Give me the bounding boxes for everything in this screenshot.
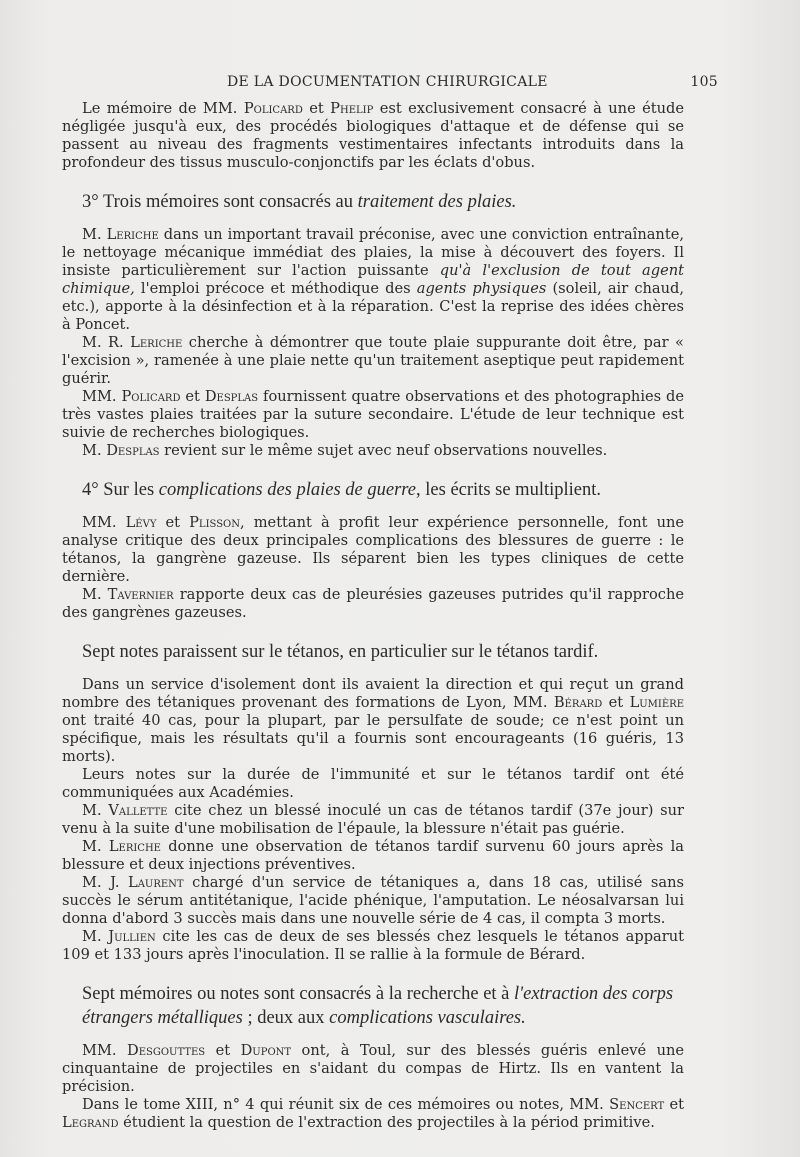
section-heading-complications: 4° Sur les complications des plaies de guerre, les écrits se multiplient. (82, 480, 601, 500)
paragraph-policard-desplas: MM. Policard et Desplas fournissent quatre observations et des photographies de très vastes plaies traitées par la suture secondaire. L'étude de leur technique est suivie de recherches biologiques. (62, 388, 685, 441)
author-name: Plisson (189, 514, 240, 531)
section-heading-corps-etrangers: Sept mémoires ou notes sont consacrés à la recherche et à l'extraction des corps étrangers métalliques ; deux aux complications vasculaires. (82, 984, 674, 1028)
author-name: Lumière (629, 694, 684, 711)
paragraph-vallette: M. Vallette cite chez un blessé inoculé un cas de tétanos tardif (37e jour) sur venu à la suite d'une mobilisation de l'épaule, la blessure n'était pas guérie. (62, 802, 684, 837)
author-name: Jullien (108, 928, 156, 945)
running-header (62, 74, 718, 94)
author-name: Policard (121, 388, 181, 405)
author-name: Desplas (106, 442, 160, 459)
author-name: Laurent (128, 874, 184, 891)
paragraph-leriche: M. Leriche dans un important travail préconise, avec une conviction entraînante, le nettoyage mécanique immédiat des plaies, la mise à découvert des foyers. Il insiste particulièrement sur l'action puissante qu'à l'exclusion de tout agent chimique, l'emploi précoce et méthodique des agents physiques (soleil, air chaud, etc.), apporte à la désinfection et à la réparation. C'est la reprise des idées chères à Poncet. (62, 226, 684, 333)
author-name: Leriche (106, 226, 159, 243)
author-name: Lévy (125, 514, 157, 531)
paragraph-r-leriche: M. R. Leriche cherche à démontrer que toute plaie suppurante doit être, par « l'excision », ramenée à une plaie nette qu'un traitement aseptique peut rapidement guérir. (62, 334, 684, 387)
running-title: DE LA DOCUMENTATION CHIRURGICALE (227, 74, 548, 90)
paragraph-desgouttes-dupont: MM. Desgouttes et Dupont ont, à Toul, sur des blessés guéris enlevé une cinquantaine de projectiles en s'aidant du compas de Hirtz. Ils en vantent la précision. (62, 1042, 684, 1095)
paragraph-leriche-tetanos: M. Leriche donne une observation de tétanos tardif survenu 60 jours après la blessure et deux injections préventives. (62, 838, 684, 873)
section-heading-tetanos: Sept notes paraissent sur le tétanos, en particulier sur le tétanos tardif. (82, 642, 599, 662)
author-name: Dupont (240, 1042, 292, 1059)
paragraph-desplas: M. Desplas revient sur le même sujet avec neuf observations nouvelles. (82, 442, 608, 459)
page-body (62, 100, 684, 1132)
author-name: Desgouttes (127, 1042, 206, 1059)
author-name: Legrand (62, 1114, 119, 1131)
author-name: Sencert (609, 1096, 665, 1113)
paragraph-levy-plisson: MM. Lévy et Plisson, mettant à profit leur expérience personnelle, font une analyse critique des deux principales complications des blessures de guerre : le tétanos, la gangrène gazeuse. Ils séparent bien les types cliniques de cette dernière. (62, 514, 685, 585)
author-name: Desplas (204, 388, 259, 405)
section-heading-traitement: 3° Trois mémoires sont consacrés au traitement des plaies. (82, 192, 517, 212)
paragraph-laurent: M. J. Laurent chargé d'un service de tétaniques a, dans 18 cas, utilisé sans succès le sérum antitétanique, l'acide phénique, l'amputation. Le néosalvarsan lui donna d'abord 3 succès mais dans une nouvelle série de 4 cas, il compta 3 morts. (62, 874, 684, 927)
paragraph-jullien: M. Jullien cite les cas de deux de ses blessés chez lesquels le tétanos apparut 109 et 133 jours après l'inoculation. Il se rallie à la formule de Bérard. (62, 928, 684, 963)
author-name: Vallette (108, 802, 168, 819)
author-name: Leriche (130, 334, 183, 351)
author-name: Tavernier (107, 586, 174, 603)
paragraph-immunite: Leurs notes sur la durée de l'immunité et sur le tétanos tardif ont été communiquées aux Académies. (62, 766, 684, 801)
author-name: Leriche (108, 838, 161, 855)
paragraph-tavernier: M. Tavernier rapporte deux cas de pleurésies gazeuses putrides qu'il rapproche des gangrènes gazeuses. (62, 586, 684, 621)
author-name: Phelip (330, 100, 374, 117)
paragraph-berard-lumiere: Dans un service d'isolement dont ils avaient la direction et qui reçut un grand nombre des tétaniques provenant des formations de Lyon, MM. Bérard et Lumière ont traité 40 cas, pour la plupart, par le persulfate de soude; ce n'est point un spécifique, mais les résultats qu'il a fournis sont encourageants (16 guéris, 13 morts). (62, 676, 684, 765)
paragraph-policard-phelip: Le mémoire de MM. Policard et Phelip est exclusivement consacré à une étude négligée jusqu'à eux, des procédés biologiques d'attaque et de défense qui se passent au niveau des fragments vestimentaires infectants introduits dans la profondeur des tissus musculo-conjonctifs par les éclats d'obus. (62, 100, 684, 171)
author-name: Bérard (553, 694, 603, 711)
author-name: Policard (243, 100, 303, 117)
paragraph-sencert-legrand: Dans le tome XIII, n° 4 qui réunit six de ces mémoires ou notes, MM. Sencert et Legrand étudient la question de l'extraction des projectiles à la périod primitive. (62, 1096, 684, 1131)
page-number: 105 (690, 74, 718, 90)
